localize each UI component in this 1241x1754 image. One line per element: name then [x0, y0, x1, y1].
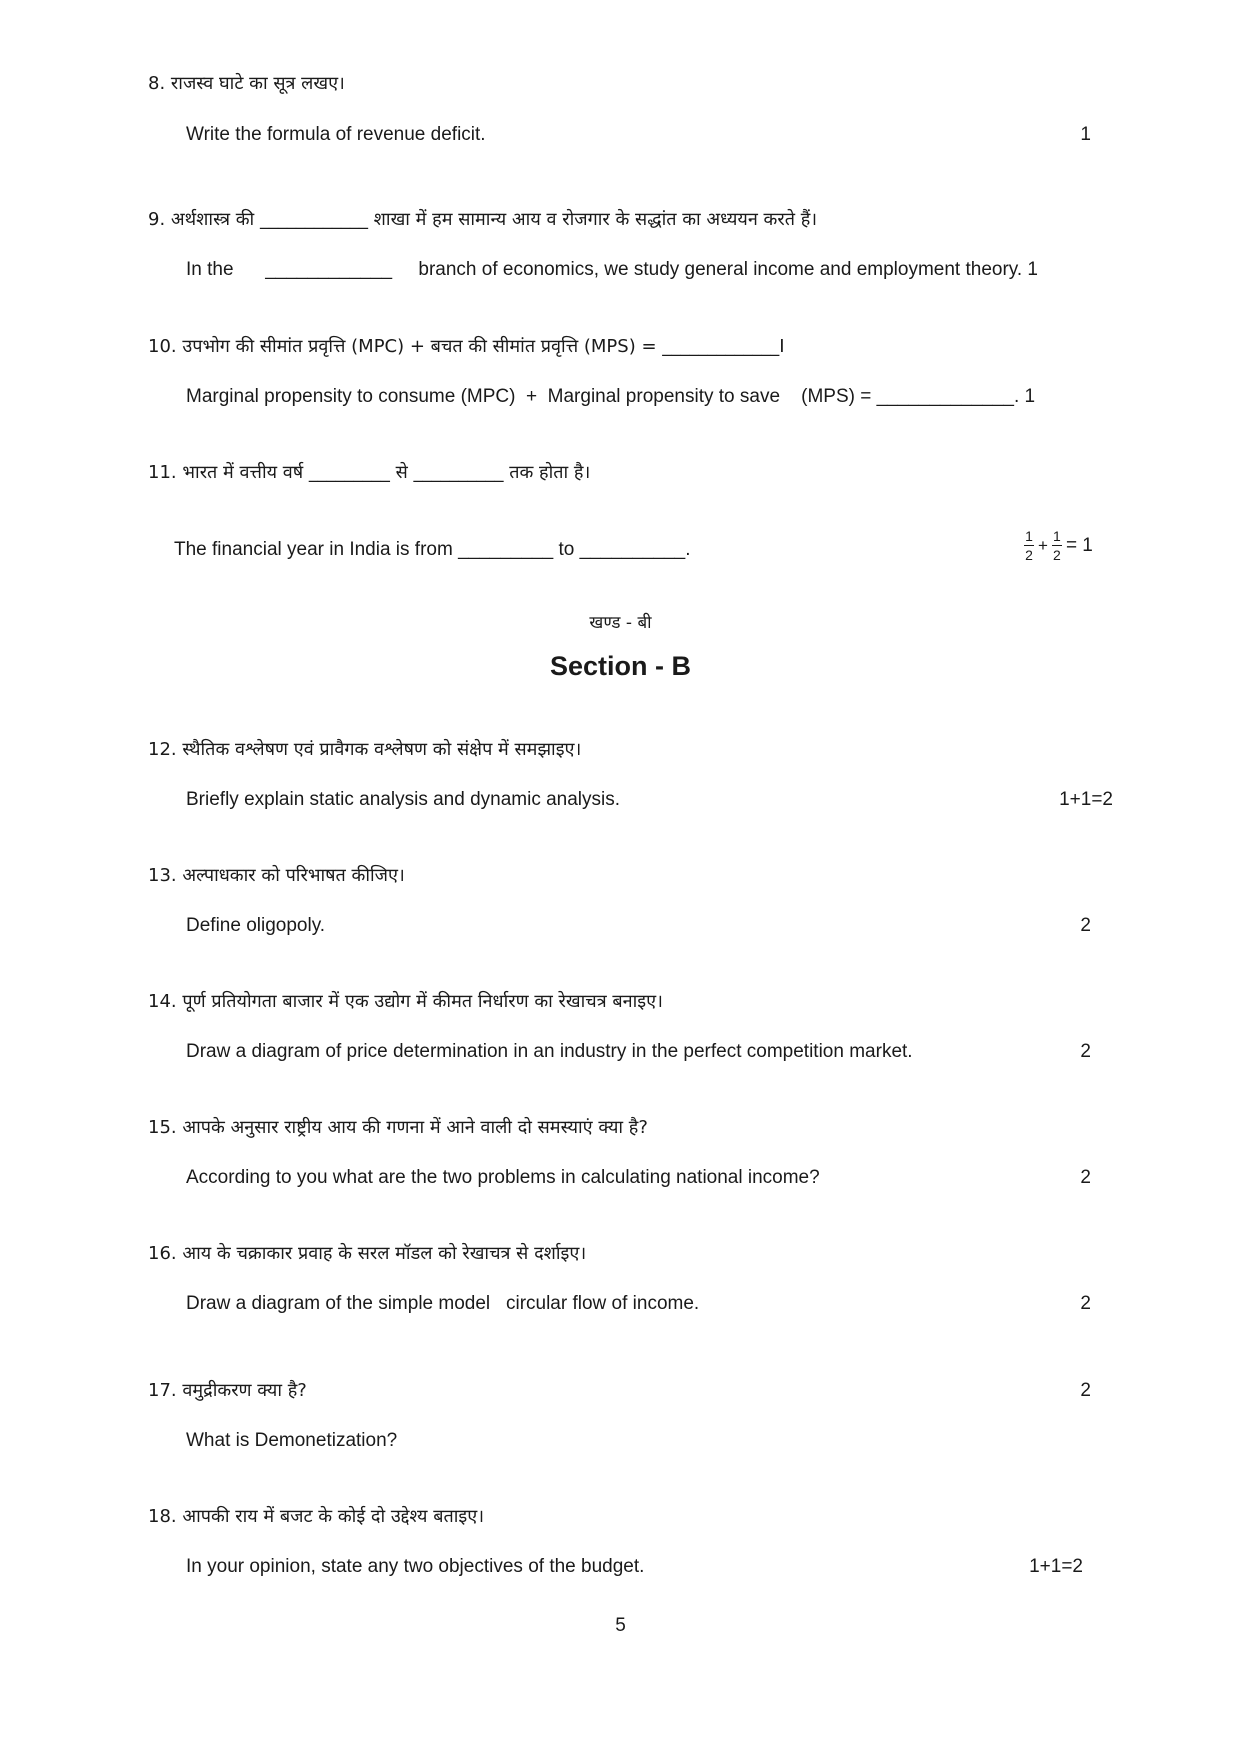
- question-15-hindi: [148, 1116, 648, 1140]
- question-14-english: Draw a diagram of price determination in an industry in the perfect competition market.: [186, 1041, 913, 1062]
- question-12-hindi-text: स्थैतिक वश्लेषण एवं प्रावैगक वश्लेषण को संक्षेप में समझाइए।: [182, 739, 582, 760]
- question-15-number: 15.: [148, 1117, 177, 1138]
- question-11-marks: [1024, 528, 1093, 563]
- question-16-english: Draw a diagram of the simple model circular flow of income.: [186, 1293, 700, 1314]
- question-13-hindi-text: अल्पाधकार को परिभाषत कीजिए।: [182, 865, 405, 886]
- question-8-hindi-text: राजस्व घाटे का सूत्र लखए।: [170, 73, 345, 94]
- question-11-english: The financial year in India is from _________ to __________.: [174, 539, 691, 560]
- question-15-english: According to you what are the two problems in calculating national income?: [186, 1167, 820, 1188]
- question-10-hindi-text: उपभोग की सीमांत प्रवृत्ति (MPC) + बचत की सीमांत प्रवृत्ति (MPS) = _____________I: [182, 336, 785, 357]
- fraction-half-1: $\frac{1}{2}$: [1025, 528, 1033, 563]
- question-14-hindi: [148, 990, 663, 1014]
- question-10-number: 10.: [148, 336, 177, 357]
- plus-sign: +: [1038, 535, 1048, 555]
- question-15-marks: 2: [1080, 1167, 1091, 1188]
- section-b-hindi-heading: खण्ड - बी: [589, 613, 652, 633]
- question-14-hindi-text: पूर्ण प्रतियोगता बाजार में एक उद्योग में कीमत निर्धारण का रेखाचत्र बनाइए।: [182, 991, 663, 1012]
- question-11-hindi: [148, 461, 590, 485]
- question-13-hindi: [148, 864, 405, 888]
- question-17-marks: 2: [1080, 1380, 1091, 1401]
- question-14-marks: 2: [1080, 1041, 1091, 1062]
- question-10-hindi: [148, 335, 785, 359]
- question-12-marks: 1+1=2: [1059, 789, 1113, 810]
- question-9-hindi-text: अर्थशास्त्र की ____________ शाखा में हम सामान्य आय व रोजगार के सद्धांत का अध्ययन करते हैं।: [170, 209, 818, 230]
- question-10-english: Marginal propensity to consume (MPC) + Marginal propensity to save (MPS) = _____________. 1: [186, 386, 1036, 407]
- question-15-hindi-text: आपके अनुसार राष्ट्रीय आय की गणना में आने वाली दो समस्याएं क्या है?: [182, 1117, 648, 1138]
- question-9-hindi: [148, 208, 817, 232]
- question-18-hindi: [148, 1505, 484, 1529]
- page-number: 5: [615, 1615, 626, 1636]
- equals-one: = 1: [1065, 534, 1093, 556]
- question-18-english: In your opinion, state any two objectives of the budget.: [186, 1556, 645, 1577]
- question-13-marks: 2: [1080, 915, 1091, 936]
- question-8-marks: 1: [1080, 124, 1091, 145]
- question-17-english: What is Demonetization?: [186, 1430, 398, 1451]
- question-17-number: 17.: [148, 1380, 177, 1401]
- question-8-english: Write the formula of revenue deficit.: [186, 124, 486, 145]
- question-18-hindi-text: आपकी राय में बजट के कोई दो उद्देश्य बताइए।: [182, 1506, 485, 1527]
- fraction-half-2: $\frac{1}{2}$: [1053, 528, 1061, 563]
- question-16-number: 16.: [148, 1243, 177, 1264]
- question-17-hindi: [148, 1379, 307, 1403]
- question-8-hindi: [148, 72, 345, 96]
- question-16-hindi-text: आय के चक्राकार प्रवाह के सरल मॉडल को रेखाचत्र से दर्शाइए।: [182, 1243, 587, 1264]
- question-12-number: 12.: [148, 739, 177, 760]
- section-b-title: Section - B: [549, 651, 691, 681]
- question-11-hindi-text: भारत में वत्तीय वर्ष _________ से __________ तक होता है।: [182, 462, 591, 483]
- question-9-number: 9.: [148, 209, 166, 230]
- question-8-number: 8.: [148, 73, 166, 94]
- question-13-number: 13.: [148, 865, 177, 886]
- question-12-english: Briefly explain static analysis and dynamic analysis.: [186, 789, 621, 810]
- question-9-english: In the ____________ branch of economics, we study general income and employment theory. 1: [186, 259, 1038, 280]
- question-17-hindi-text: वमुद्रीकरण क्या है?: [182, 1380, 307, 1401]
- question-13-english: Define oligopoly.: [186, 915, 326, 936]
- question-16-marks: 2: [1080, 1293, 1091, 1314]
- question-16-hindi: [148, 1242, 586, 1266]
- question-14-number: 14.: [148, 991, 177, 1012]
- question-18-number: 18.: [148, 1506, 177, 1527]
- question-18-marks: 1+1=2: [1029, 1556, 1083, 1577]
- question-12-hindi: [148, 738, 581, 762]
- question-11-number: 11.: [148, 462, 177, 483]
